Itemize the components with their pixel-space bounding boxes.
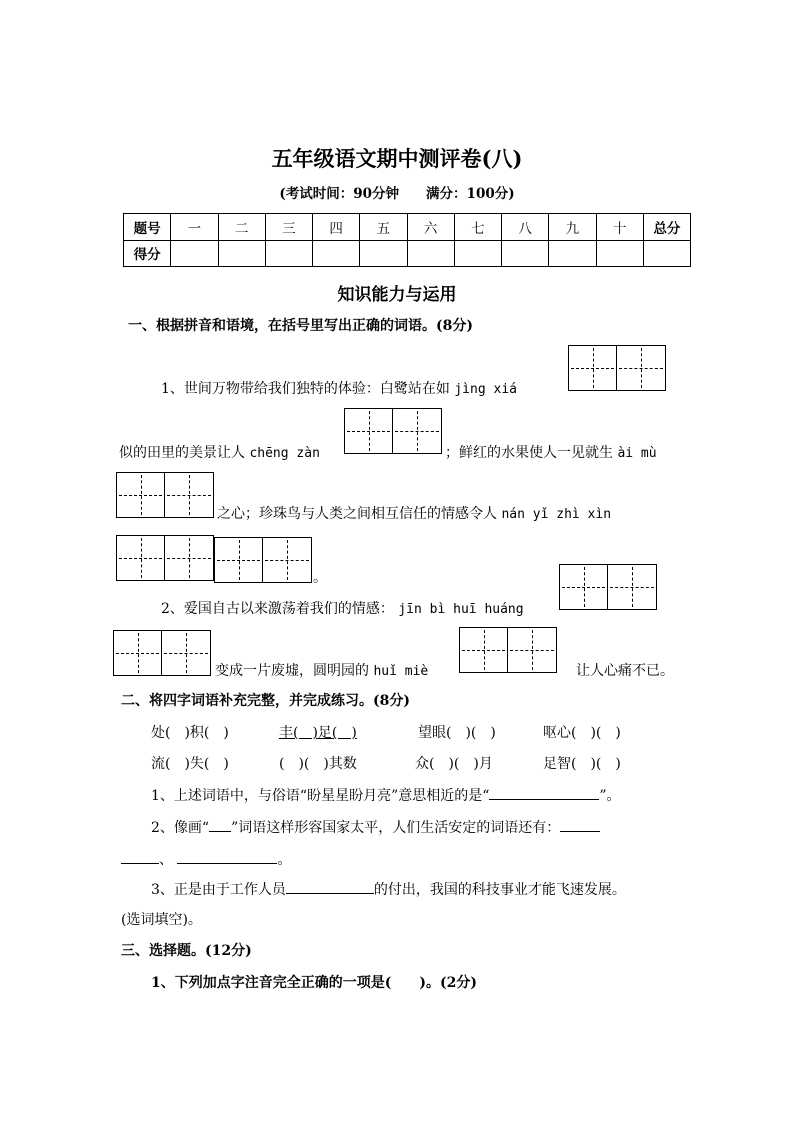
- answer-blank[interactable]: [286, 893, 374, 894]
- score-input-cell[interactable]: [218, 240, 265, 267]
- q2-item1-end: ”。: [599, 788, 621, 804]
- answer-blank[interactable]: [121, 863, 159, 864]
- score-header-cell: 四: [313, 214, 360, 241]
- idiom-5: 流( )失( ): [151, 756, 229, 772]
- pinyin-3: ài mù: [617, 446, 657, 461]
- pinyin-6: huǐ miè: [373, 664, 429, 679]
- answer-blank[interactable]: [560, 831, 600, 832]
- q1-sentence-2a: 2、爱国自古以来激荡着我们的情感：: [161, 601, 394, 617]
- pinyin-2: chēng zàn: [249, 446, 320, 461]
- score-header-cell: 五: [360, 214, 407, 241]
- score-input-cell[interactable]: [265, 240, 312, 267]
- idiom-6: ( )( )其数: [279, 756, 357, 772]
- idiom-8: 足智( )( ): [543, 756, 621, 772]
- q1-sentence-1d: 之心；珍珠鸟与人类之间相互信任的情感令人: [217, 506, 497, 522]
- score-input-cell[interactable]: [171, 240, 218, 267]
- answer-blank[interactable]: [177, 863, 277, 864]
- answer-grid-2[interactable]: [344, 408, 442, 454]
- q1-heading: 一、根据拼音和语境，在括号里写出正确的词语。(8分): [128, 318, 473, 334]
- score-input-cell[interactable]: [360, 240, 407, 267]
- q2-heading: 二、将四字词语补充完整，并完成练习。(8分): [121, 693, 410, 709]
- idiom-4: 呕心( )( ): [543, 725, 621, 741]
- score-header-cell: 二: [218, 214, 265, 241]
- answer-grid-4b[interactable]: [214, 537, 312, 583]
- score-header-cell: 七: [454, 214, 501, 241]
- q3-heading: 三、选择题。(12分): [121, 943, 252, 959]
- score-header-cell: 六: [407, 214, 454, 241]
- q1-sentence-2b: 变成一片废墟，圆明园的: [215, 663, 369, 679]
- answer-grid-4a[interactable]: [116, 535, 214, 581]
- score-header-cell: 总分: [643, 214, 690, 241]
- score-input-cell[interactable]: [596, 240, 643, 267]
- score-header-cell: 一: [171, 214, 218, 241]
- q2-item2-sep: 、: [159, 852, 173, 868]
- idiom-2: 丰( )足( ): [279, 725, 357, 741]
- q1-sentence-1b: 似的田里的美景让人: [119, 445, 245, 461]
- pinyin-4: nán yǐ zhì xìn: [501, 507, 612, 522]
- page-title: 五年级语文期中测评卷(八): [271, 146, 523, 171]
- q1-sentence-2c: 让人心痛不已。: [576, 663, 674, 679]
- q2-item2-text-b: ”词语这样形容国家太平，人们生活安定的词语还有：: [231, 820, 561, 836]
- score-header-cell: 三: [265, 214, 312, 241]
- score-input-cell[interactable]: [502, 240, 549, 267]
- exam-info: (考试时间：90分钟 满分：100分): [279, 186, 515, 202]
- pinyin-1: jìng xiá: [454, 382, 517, 397]
- q1-sentence-1c: ；鲜红的水果使人一见就生: [445, 445, 613, 461]
- score-header-cell: 十: [596, 214, 643, 241]
- score-input-cell[interactable]: [643, 240, 690, 267]
- answer-grid-1[interactable]: [568, 345, 666, 391]
- q2-item1-text: 1、上述词语中，与俗语“盼星星盼月亮”意思相近的是“: [151, 788, 490, 804]
- q2-item2-end: 。: [277, 852, 292, 868]
- answer-grid-5[interactable]: [559, 564, 657, 610]
- q2-item3-note: (选词填空)。: [121, 912, 202, 928]
- pinyin-5: jīn bì huī huáng: [398, 602, 524, 617]
- q2-item3-text: 3、正是由于工作人员: [151, 882, 286, 898]
- section-title: 知识能力与运用: [337, 285, 457, 305]
- idiom-1: 处( )积( ): [151, 725, 229, 741]
- score-input-cell[interactable]: [549, 240, 596, 267]
- answer-blank[interactable]: [489, 799, 599, 800]
- q3-item-1: 1、下列加点字注音完全正确的一项是( )。(2分): [151, 975, 477, 991]
- score-table: [123, 213, 691, 267]
- idiom-3: 望眼( )( ): [418, 725, 496, 741]
- score-header-cell: 八: [502, 214, 549, 241]
- q1-sentence-1e: 。: [313, 570, 327, 586]
- score-header-cell: 九: [549, 214, 596, 241]
- score-header-cell: 题号: [124, 214, 171, 241]
- score-table-header-row: [124, 214, 691, 241]
- q2-item3-text-b: 的付出，我国的科技事业才能飞速发展。: [373, 882, 626, 898]
- score-input-cell[interactable]: [313, 240, 360, 267]
- idiom-7: 众( )( )月: [415, 756, 493, 772]
- score-table-score-row: [124, 240, 691, 267]
- answer-grid-3[interactable]: [116, 472, 214, 518]
- q2-item2-text: 2、像画“: [151, 820, 210, 836]
- score-input-cell[interactable]: [454, 240, 501, 267]
- answer-grid-7[interactable]: [459, 627, 557, 673]
- score-input-cell[interactable]: [407, 240, 454, 267]
- score-row-label: 得分: [124, 240, 171, 267]
- q1-sentence-1a: 1、世间万物带给我们独特的体验：白鹭站在如: [161, 381, 450, 397]
- answer-grid-6[interactable]: [113, 630, 211, 676]
- answer-blank[interactable]: [209, 831, 231, 832]
